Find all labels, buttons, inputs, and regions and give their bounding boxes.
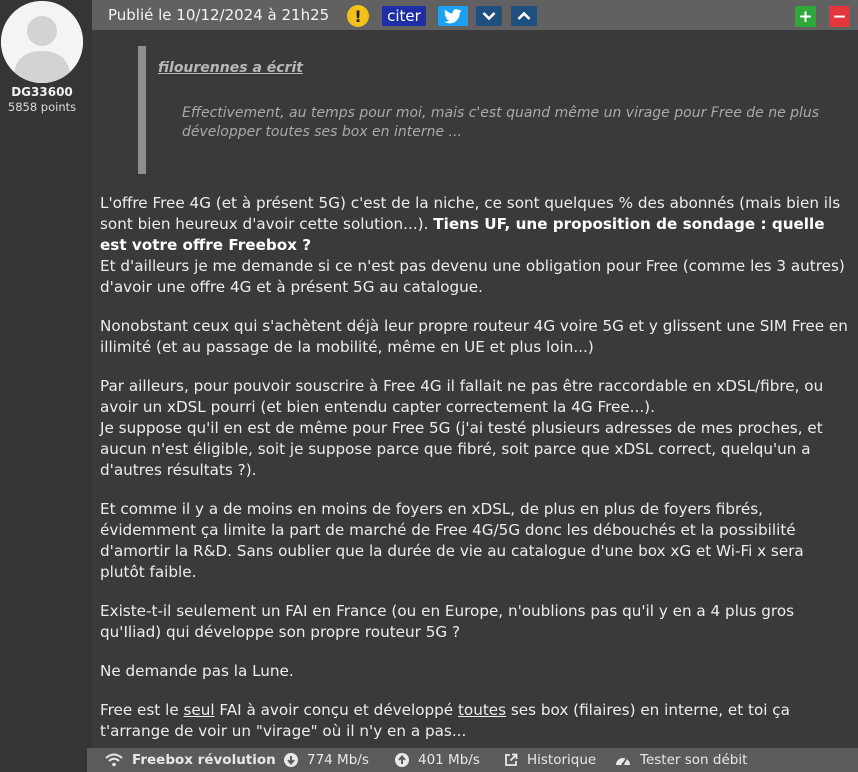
avatar-placeholder-icon [1, 1, 83, 83]
author-username[interactable]: DG33600 [11, 85, 73, 99]
underlined-text: toutes [457, 701, 507, 719]
forum-post [92, 0, 858, 772]
report-button[interactable] [347, 5, 369, 27]
post-header [92, 0, 858, 30]
next-post-button[interactable] [476, 6, 502, 26]
avatar[interactable] [1, 1, 83, 83]
paragraph-text: ses box (filaires) en interne, et toi ça t'arrange de voir un "virage" où il n'y en a pas... [100, 701, 790, 740]
upvote-button[interactable] [795, 6, 816, 27]
twitter-icon [444, 9, 462, 24]
twitter-share-button[interactable] [438, 6, 468, 26]
connection-footer [87, 748, 858, 772]
download-icon [284, 753, 298, 767]
wifi-icon [105, 753, 123, 767]
paragraph-7 [100, 700, 852, 742]
post-content [100, 193, 852, 760]
paragraph-4: Et comme il y a de moins en moins de foyers en xDSL, de plus en plus de foyers fibrés, évidemment ça limite la part de marché de Free 4G/5G donc les débouchés et la possibilité d'amortir la R&D. Sans oublier que la durée de vie au catalogue d'une box xG et Wi-Fi x sera plutôt faible. [100, 500, 804, 581]
paragraph-text: Et d'ailleurs je me demande si ce n'est pas devenu une obligation pour Free (comme les 3 autres) d'avoir une offre 4G et à présent 5G au catalogue. [100, 257, 845, 296]
downvote-button[interactable] [829, 6, 850, 27]
chevron-down-icon [482, 11, 496, 21]
download-speed-value: 774 Mb/s [307, 752, 369, 768]
quote-bar [138, 46, 146, 174]
warning-icon: ! [354, 6, 362, 26]
quote-block [138, 46, 838, 174]
author-points: 5858 points [7, 100, 77, 114]
history-link-label: Historique [527, 752, 597, 768]
speedtest-link[interactable] [615, 752, 747, 768]
paragraph-text: L'offre Free 4G (et à présent 5G) c'est de la niche, ce sont quelques % des abonnés (mais bien ils sont bien heureux d'avoir cette solution...). [100, 194, 841, 233]
author-column [0, 0, 87, 772]
freebox-model-label: Freebox révolution [132, 752, 276, 768]
paragraph-6: Ne demande pas la Lune. [100, 662, 294, 680]
freebox-model [105, 752, 276, 768]
upload-speed-value: 401 Mb/s [418, 752, 480, 768]
plus-icon: + [798, 6, 813, 27]
paragraph-1 [100, 193, 852, 298]
speedometer-icon [615, 753, 631, 767]
quote-author-link[interactable]: filourennes a écrit [158, 60, 303, 76]
paragraph-text: FAI à avoir conçu et développé [214, 701, 458, 719]
underlined-text: seul [183, 701, 215, 719]
download-speed [284, 752, 369, 768]
minus-icon: − [832, 6, 847, 27]
paragraph-text: Je suppose qu'il en est de même pour Free 5G (j'ai testé plusieurs adresses de mes proches, et aucun n'est éligible, soit je suppose parce que fibré, soit parce que xDSL correct, quelqu'un a d'autres résultats ?). [100, 419, 823, 479]
post-date: Publié le 10/12/2024 à 21h25 [108, 6, 330, 24]
paragraph-text: Free est le [100, 701, 184, 719]
paragraph-text: Par ailleurs, pour pouvoir souscrire à Free 4G il fallait ne pas être raccordable en xDSL/fibre, ou avoir un xDSL pourri (et bien entendu capter correctement la 4G Free...). [100, 377, 824, 416]
upload-speed [395, 752, 480, 768]
paragraph-5: Existe-t-il seulement un FAI en France (ou en Europe, n'oublions pas qu'il y en a 4 plus gros qu'Iliad) qui développe son propre routeur 5G ? [100, 602, 795, 641]
upload-icon [395, 753, 409, 767]
quote-text: Effectivement, au temps pour moi, mais c'est quand même un virage pour Free de ne plus développer toutes ses box en interne ... [182, 105, 820, 140]
speedtest-link-label: Tester son débit [640, 752, 748, 768]
poll-proposal-text: Tiens UF, une proposition de sondage : quelle est votre offre Freebox ? [100, 215, 825, 254]
external-link-icon [504, 753, 518, 767]
chevron-up-icon [517, 11, 531, 21]
paragraph-2: Nonobstant ceux qui s'achètent déjà leur propre routeur 4G voire 5G et y glissent une SIM Free en illimité (et au passage de la mobilité, même en UE et plus loin...) [100, 317, 848, 356]
paragraph-3 [100, 376, 852, 481]
previous-post-button[interactable] [511, 6, 537, 26]
history-link[interactable] [504, 752, 596, 768]
cite-button[interactable]: citer [382, 6, 426, 26]
